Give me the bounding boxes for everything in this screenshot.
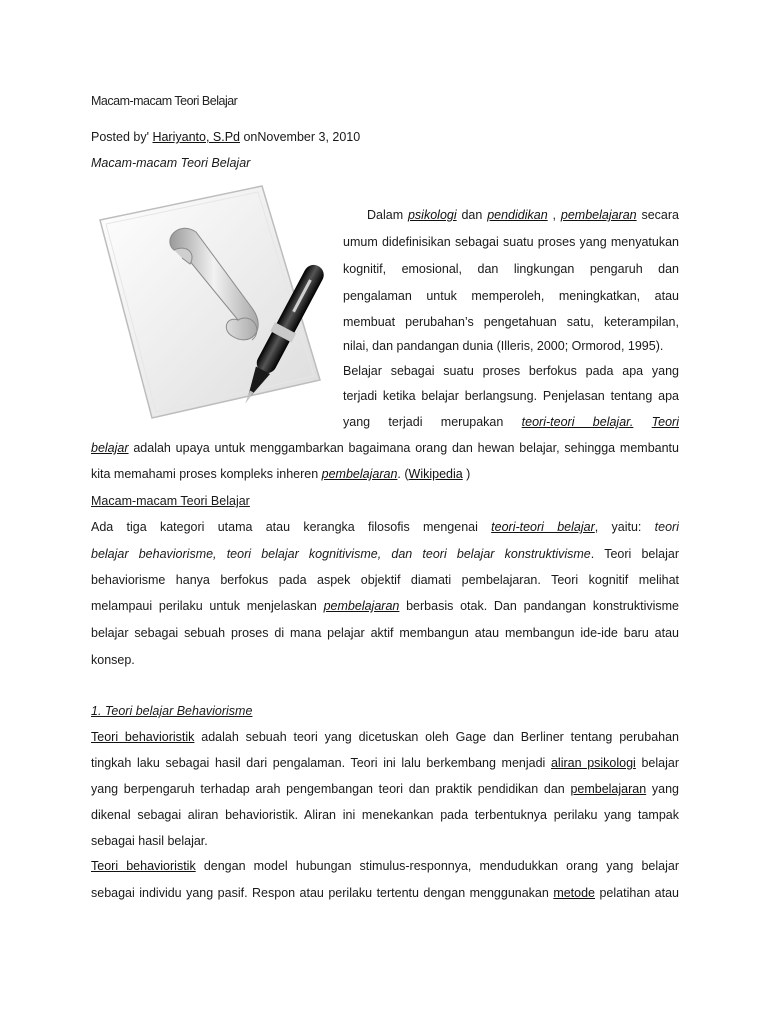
para5-line2: sebagai individu yang pasif. Respon atau perilaku tertentu dengan menggunakan metode pelatihan atau bbox=[91, 886, 679, 900]
subsection-heading: 1. Teori belajar Behaviorisme bbox=[91, 704, 253, 718]
link-pembelajaran-3[interactable]: pembelajaran bbox=[323, 599, 400, 613]
para4-line4: dikenal sebagai aliran behavioristik. Aliran ini menekankan pada terbentuknya perilaku yang tampak bbox=[91, 808, 679, 822]
link-teori-teori-belajar-2[interactable]: teori-teori belajar bbox=[491, 520, 595, 534]
para4-line2: tingkah laku sebagai hasil dari pengalaman. Teori ini lalu berkembang menjadi aliran psikologi belajar bbox=[91, 756, 679, 770]
para3-line4: melampaui perilaku untuk menjelaskan pembelajaran berbasis otak. Dan pandangan konstruktivisme bbox=[91, 599, 679, 613]
link-pembelajaran[interactable]: pembelajaran bbox=[560, 208, 637, 222]
para1-line2: umum didefinisikan sebagai suatu proses yang menyatukan bbox=[343, 235, 679, 249]
para2-line1: Belajar sebagai suatu proses berfokus pada apa yang bbox=[343, 364, 679, 378]
para2-line5: kita memahami proses kompleks inheren pembelajaran. (Wikipedia ) bbox=[91, 467, 471, 481]
link-teori-teori-belajar[interactable]: teori-teori belajar. bbox=[521, 415, 634, 429]
document-title: Macam-macam Teori Belajar bbox=[91, 94, 238, 108]
link-aliran-psikologi[interactable]: aliran psikologi bbox=[550, 756, 636, 770]
link-pembelajaran-4[interactable]: pembelajaran bbox=[570, 782, 647, 796]
link-wikipedia[interactable]: Wikipedia bbox=[408, 467, 463, 481]
link-belajar[interactable]: belajar bbox=[91, 441, 129, 455]
link-teori-behavioristik-2[interactable]: Teori behavioristik bbox=[91, 859, 196, 873]
para1-line4: pengalaman untuk memperoleh, meningkatkan, atau bbox=[343, 289, 679, 303]
link-psikologi[interactable]: psikologi bbox=[407, 208, 457, 222]
para3-line6: konsep. bbox=[91, 653, 135, 667]
para2-line2: terjadi ketika belajar berlangsung. Penjelasan tentang apa bbox=[343, 389, 679, 403]
subtitle: Macam-macam Teori Belajar bbox=[91, 156, 251, 170]
para1-line3: kognitif, emosional, dan lingkungan pengaruh dan bbox=[343, 262, 679, 276]
posted-by-line: Posted by' Hariyanto, S.Pd onNovember 3, 2010 bbox=[91, 130, 361, 144]
para2-line3: yang terjadi merupakan teori-teori belajar. Teori bbox=[343, 415, 679, 429]
para4-line3: yang berpengaruh terhadap arah pengembangan teori dan praktik pendidikan dan pembelajaran yang bbox=[91, 782, 679, 796]
para1-line1: Dalam psikologi dan pendidikan , pembelajaran secara bbox=[367, 208, 679, 222]
section-heading: Macam-macam Teori Belajar bbox=[91, 494, 250, 508]
para1-line6: nilai, dan pandangan dunia (Illeris, 2000; Ormorod, 1995). bbox=[343, 339, 664, 353]
para3-line3: behaviorisme hanya berfokus pada aspek objektif diamati pembelajaran. Teori kognitif melihat bbox=[91, 573, 679, 587]
para3-line2: belajar behaviorisme, teori belajar kognitivisme, dan teori belajar konstruktivisme. Teori belajar bbox=[91, 547, 679, 561]
author-link[interactable]: Hariyanto, S.Pd bbox=[152, 130, 240, 144]
para4-line1: Teori behavioristik adalah sebuah teori yang dicetuskan oleh Gage dan Berliner tentang perubahan bbox=[91, 730, 679, 744]
para3-line5: belajar sebagai sebuah proses di mana pelajar aktif membangun atau membangun ide-ide baru atau bbox=[91, 626, 679, 640]
link-teori[interactable]: Teori bbox=[651, 415, 679, 429]
link-metode[interactable]: metode bbox=[553, 886, 596, 900]
link-teori-behavioristik[interactable]: Teori behavioristik bbox=[91, 730, 195, 744]
link-pendidikan[interactable]: pendidikan bbox=[487, 208, 548, 222]
link-pembelajaran-2[interactable]: pembelajaran bbox=[321, 467, 398, 481]
document-pen-illustration bbox=[92, 180, 332, 430]
para5-line1: Teori behavioristik dengan model hubungan stimulus-responnya, mendudukkan orang yang belajar bbox=[91, 859, 679, 873]
para2-line4: belajar adalah upaya untuk menggambarkan bagaimana orang dan hewan belajar, sehingga membantu bbox=[91, 441, 679, 455]
para1-line5: membuat perubahan’s pengetahuan satu, keterampilan, bbox=[343, 315, 679, 329]
para4-line5: sebagai hasil belajar. bbox=[91, 834, 208, 848]
para3-line1: Ada tiga kategori utama atau kerangka filosofis mengenai teori-teori belajar, yaitu: teori bbox=[91, 520, 679, 534]
